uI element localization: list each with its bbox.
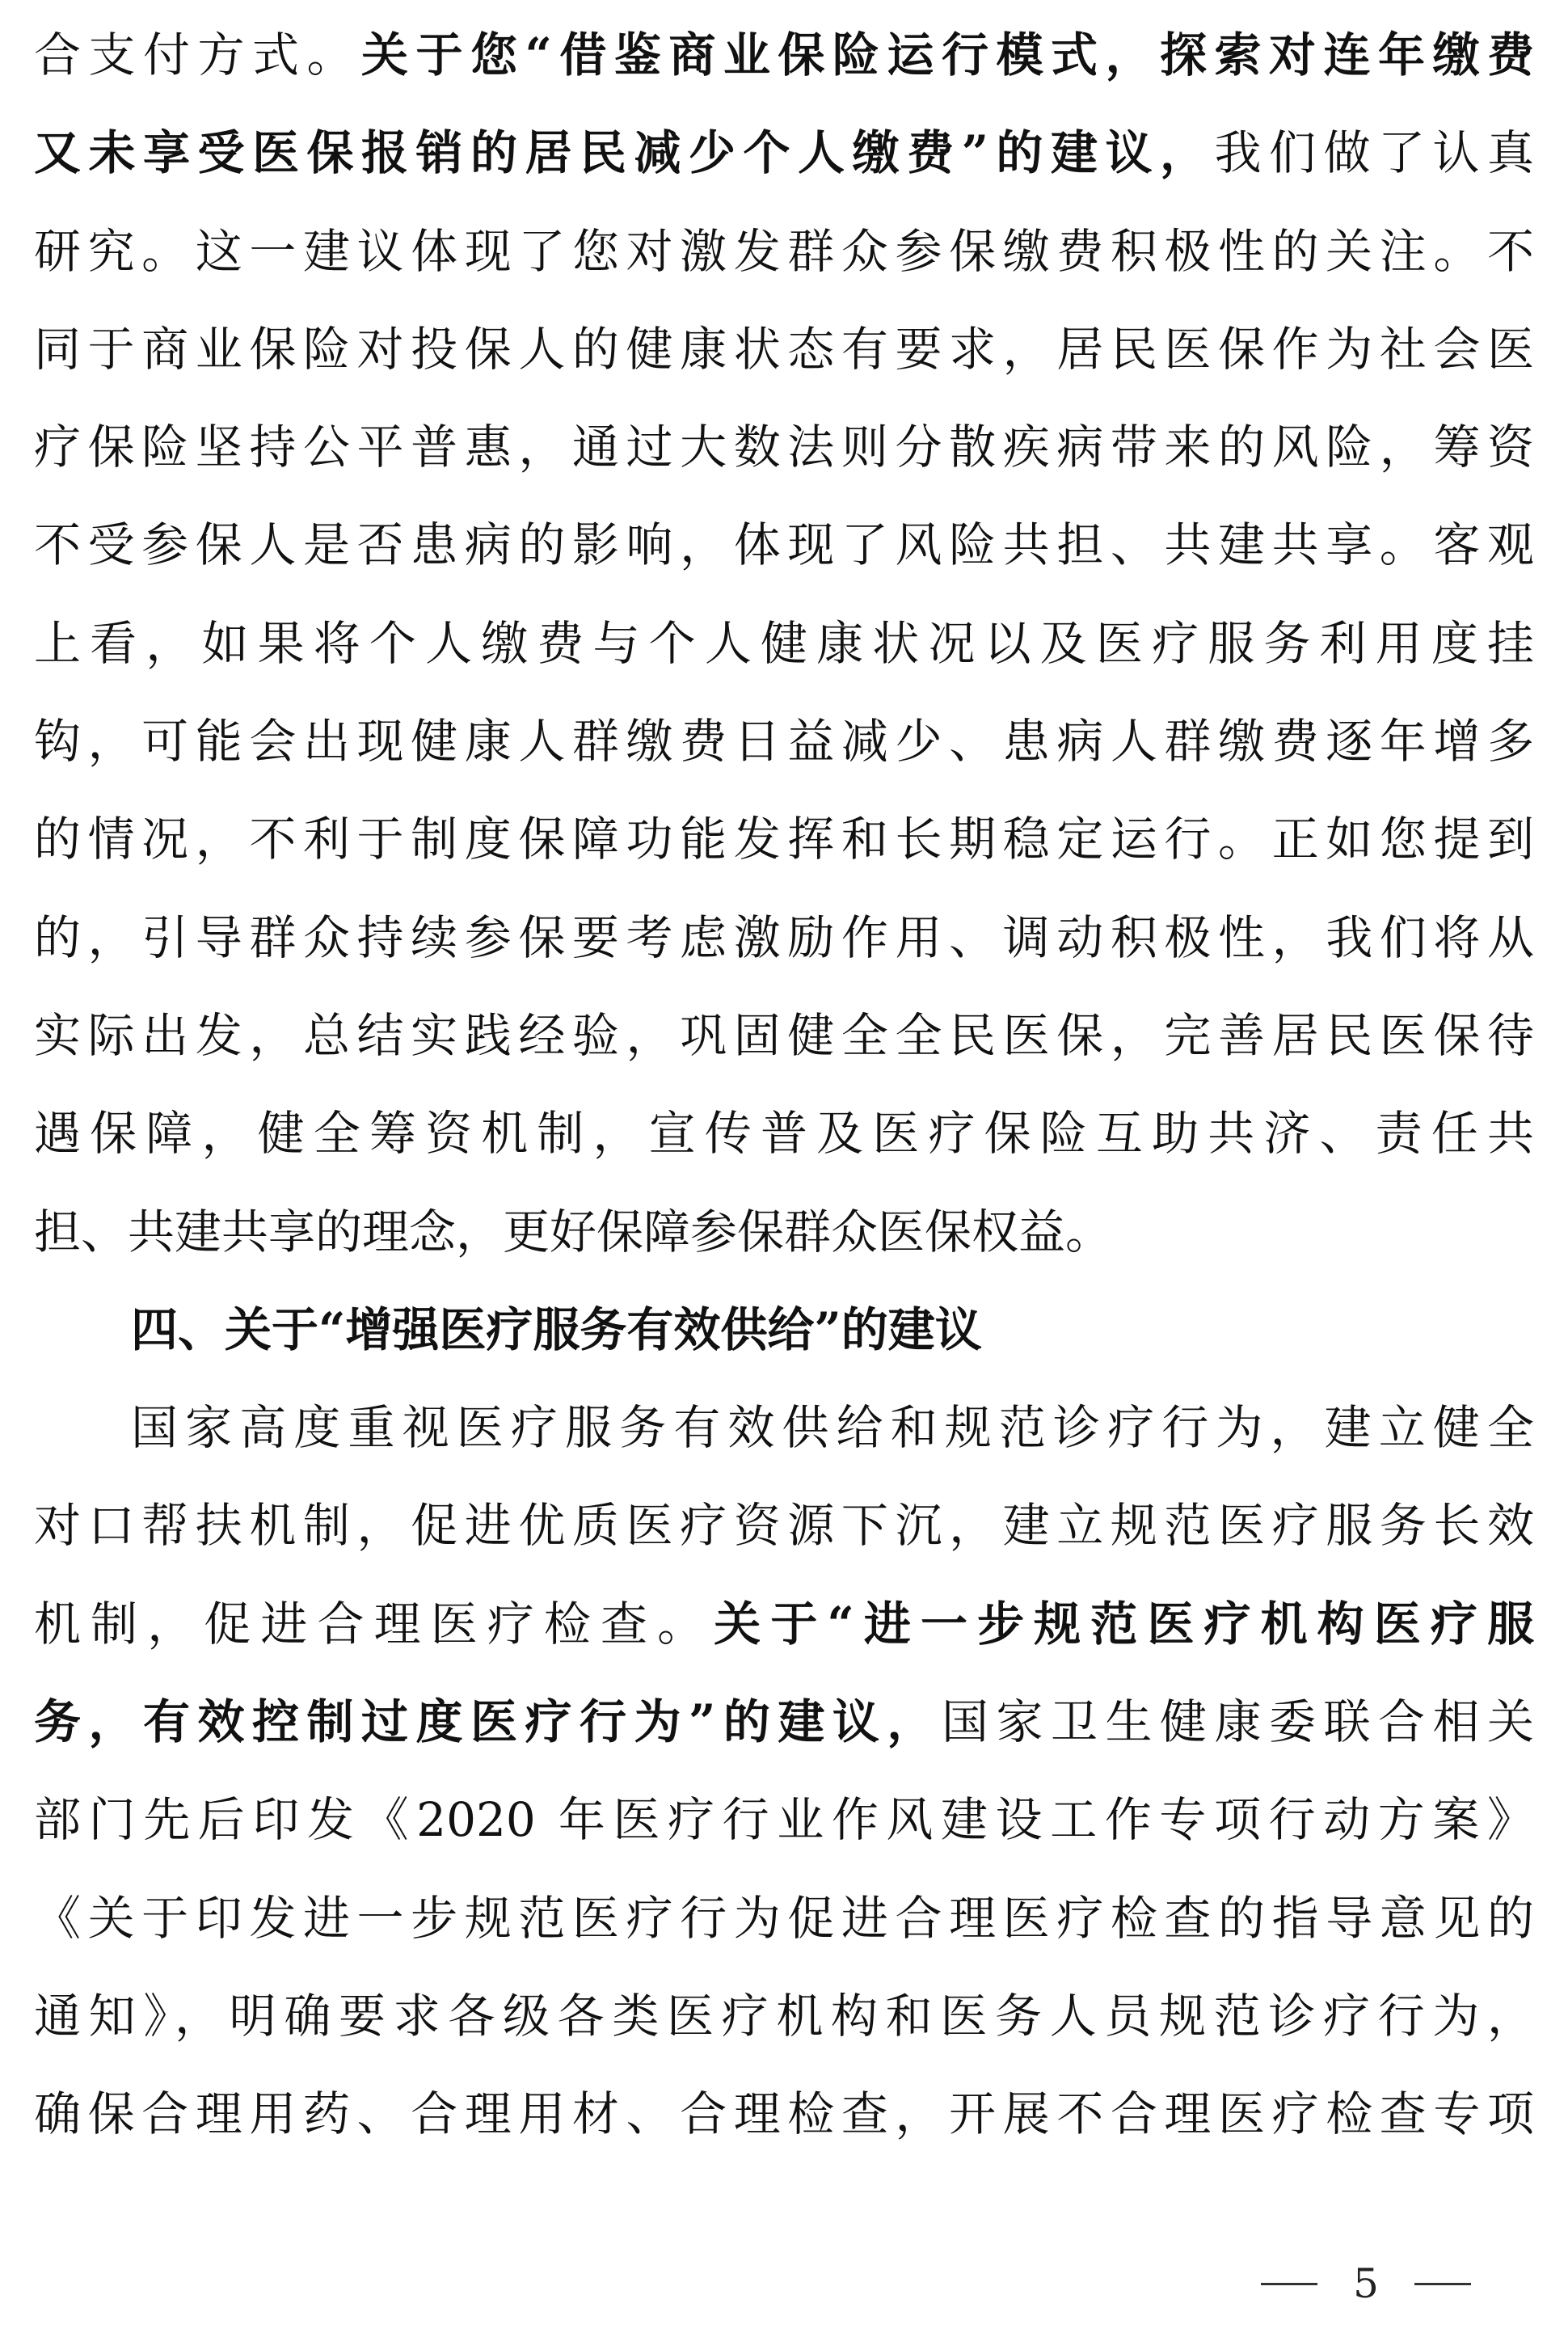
page-footer <box>1261 2259 1471 2308</box>
text-segment: 担、共建共享的理念，更好保障参保群众医保权益。 <box>34 1204 1113 1259</box>
text-line <box>34 496 1534 594</box>
text-line <box>34 203 1534 301</box>
text-segment: 国家高度重视医疗服务有效供给和规范诊疗行为，建立健全 <box>131 1400 1534 1456</box>
document-body <box>34 6 1534 2164</box>
text-segment: 部门先后印发《2020 年医疗行业作风建设工作专项行动方案》 <box>34 1792 1534 1848</box>
text-line <box>34 2065 1534 2163</box>
page-number: 5 <box>1353 2260 1379 2307</box>
text-line <box>34 1968 1534 2065</box>
footer-dash-right <box>1414 2283 1471 2285</box>
text-line <box>34 104 1534 202</box>
text-segment: 确保合理用药、合理用材、合理检查，开展不合理医疗检查专项 <box>34 2086 1534 2142</box>
text-line <box>34 1870 1534 1968</box>
text-segment: 同于商业保险对投保人的健康状态有要求，居民医保作为社会医 <box>34 321 1534 377</box>
text-segment: 机制，促进合理医疗检查。 <box>34 1596 714 1652</box>
text-segment: 疗保险坚持公平普惠，通过大数法则分散疾病带来的风险，筹资 <box>34 420 1534 475</box>
bold-text-segment: 关于您“借鉴商业保险运行模式，探索对连年缴费 <box>361 27 1534 82</box>
text-segment: 不受参保人是否患病的影响，体现了风险共担、共建共享。客观 <box>34 517 1534 573</box>
text-segment: 钩，可能会出现健康人群缴费日益减少、患病人群缴费逐年增多 <box>34 714 1534 770</box>
text-segment: 合支付方式。 <box>34 27 362 82</box>
text-line <box>34 693 1534 791</box>
text-segment: 实际出发，总结实践经验，巩固健全全民医保，完善居民医保待 <box>34 1007 1534 1063</box>
text-line <box>34 1379 1534 1477</box>
text-segment: 我们做了认真 <box>1214 125 1534 181</box>
text-line <box>34 399 1534 496</box>
text-line <box>34 301 1534 399</box>
text-line <box>34 1477 1534 1575</box>
text-line <box>34 1576 1534 1673</box>
text-segment: 《关于印发进一步规范医疗行为促进合理医疗检查的指导意见的 <box>34 1890 1534 1946</box>
bold-text-segment: 务，有效控制过度医疗行为”的建议， <box>34 1694 942 1750</box>
bold-text-segment: 又未享受医保报销的居民减少个人缴费”的建议， <box>34 125 1215 181</box>
text-line <box>34 987 1534 1085</box>
text-segment: 对口帮扶机制，促进优质医疗资源下沉，建立规范医疗服务长效 <box>34 1498 1534 1554</box>
footer-dash-left <box>1261 2283 1317 2285</box>
text-segment: 的，引导群众持续参保要考虑激励作用、调动积极性，我们将从 <box>34 909 1534 965</box>
text-segment: 通知》，明确要求各级各类医疗机构和医务人员规范诊疗行为， <box>34 1988 1534 2044</box>
text-line <box>34 791 1534 888</box>
text-segment: 研究。这一建议体现了您对激发群众参保缴费积极性的关注。不 <box>34 223 1534 279</box>
bold-text-segment: 关于“进一步规范医疗机构医疗服 <box>714 1596 1534 1652</box>
text-line <box>34 1085 1534 1183</box>
text-segment: 上看，如果将个人缴费与个人健康状况以及医疗服务利用度挂 <box>34 615 1534 671</box>
text-line <box>34 6 1534 104</box>
text-line <box>34 1771 1534 1869</box>
text-line <box>34 1183 1534 1281</box>
text-line <box>34 1673 1534 1771</box>
section-heading <box>34 1281 1534 1379</box>
text-line <box>34 595 1534 693</box>
text-segment: 的情况，不利于制度保障功能发挥和长期稳定运行。正如您提到 <box>34 812 1534 867</box>
text-segment: 遇保障，健全筹资机制，宣传普及医疗保险互助共济、责任共 <box>34 1106 1534 1162</box>
text-segment: 国家卫生健康委联合相关 <box>941 1694 1534 1750</box>
bold-text-segment: 四、关于“增强医疗服务有效供给”的建议 <box>131 1301 982 1357</box>
text-line <box>34 889 1534 987</box>
